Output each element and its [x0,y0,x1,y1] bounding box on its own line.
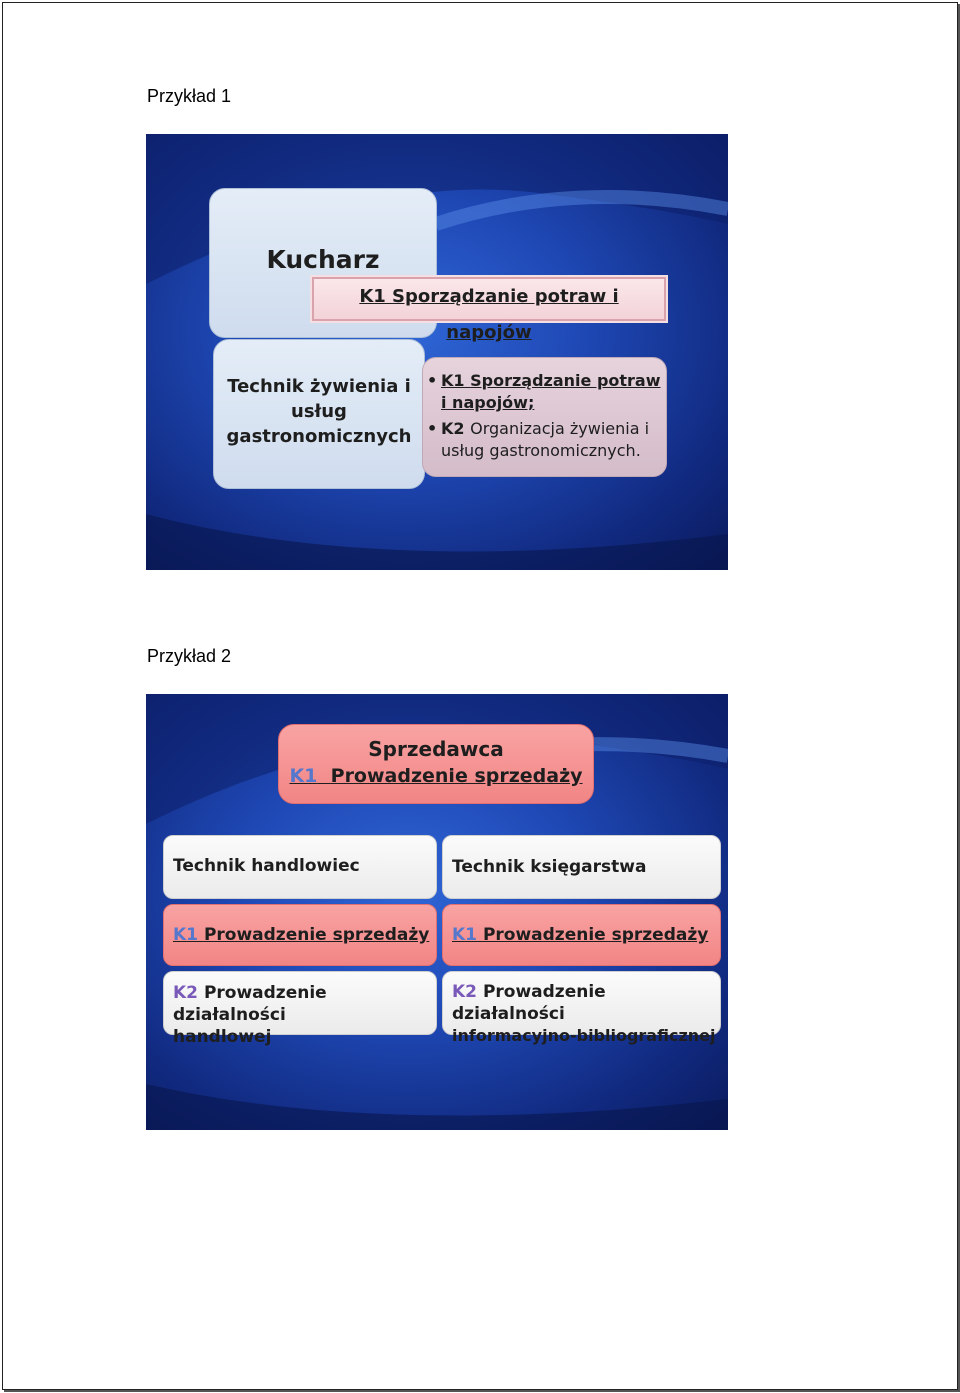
technician-line-3: gastronomicznych [226,426,412,447]
technician-k2-code-1: K2 [173,983,199,1003]
bullet-k1-text-line-1: Sporządzanie potraw [470,371,661,390]
bullet-k1-code: K1 [441,371,465,390]
technician-k1-box-2 [442,904,721,966]
profession-qualification-box: K1 Sporządzanie potraw i napojów [312,277,666,321]
technician-k2-line-2-1: handlowej [173,1027,272,1047]
technician-box [213,339,425,489]
technician-k2-line-2-2: informacyjno-bibliograficznej [452,1026,716,1045]
technician-k1-code-2: K1 [452,925,478,945]
technician-k2-box-1 [163,971,437,1047]
bullet-k2: • K2 Organizacja żywienia i usług gastronomicznych. [427,419,650,460]
technician-k1-code-1: K1 [173,925,199,945]
profession-box [278,724,594,804]
slide-example-2 [146,694,728,1130]
technician-k2-line-1-2: Prowadzenie działalności [452,982,606,1024]
profession-title: Sprzedawca [368,737,504,761]
profession-qualification [279,765,593,787]
technician-k2-line-1-1: Prowadzenie działalności [173,983,327,1025]
technician-k2-box-2 [442,971,721,1045]
technician-title-box-2 [442,835,721,899]
technician-k1-box-1 [163,904,437,966]
bullet-k2-code: K2 [441,419,465,438]
technician-title-2: Technik księgarstwa [452,857,647,877]
bullet-k1-text-line-2: i napojów; [441,393,535,412]
technician-title-box-1 [163,835,437,899]
bullet-k1: • K1 Sporządzanie potraw i napojów; [427,371,661,412]
example-2-label: Przykład 2 [147,646,232,666]
technician-k1-text-2: Prowadzenie sprzedaży [482,925,709,945]
technician-k2-code-2: K2 [452,982,478,1002]
example-1-label: Przykład 1 [147,86,232,106]
bullet-k2-text-line-2: usług gastronomicznych. [441,441,641,460]
technician-k1-text-1: Prowadzenie sprzedaży [203,925,430,945]
technician-line-1: Technik żywienia i [227,376,411,397]
profession-qualification-code: K1 [289,765,318,787]
technician-line-2: usług [291,401,347,422]
technician-qualifications-box [422,357,667,477]
profession-qualification-text: Prowadzenie sprzedaży [330,765,583,787]
bullet-k2-text-line-1: Organizacja żywienia i [470,419,650,438]
profession-title: Kucharz [266,245,380,274]
technician-title-1: Technik handlowiec [173,856,360,876]
slide-example-1 [146,134,728,570]
